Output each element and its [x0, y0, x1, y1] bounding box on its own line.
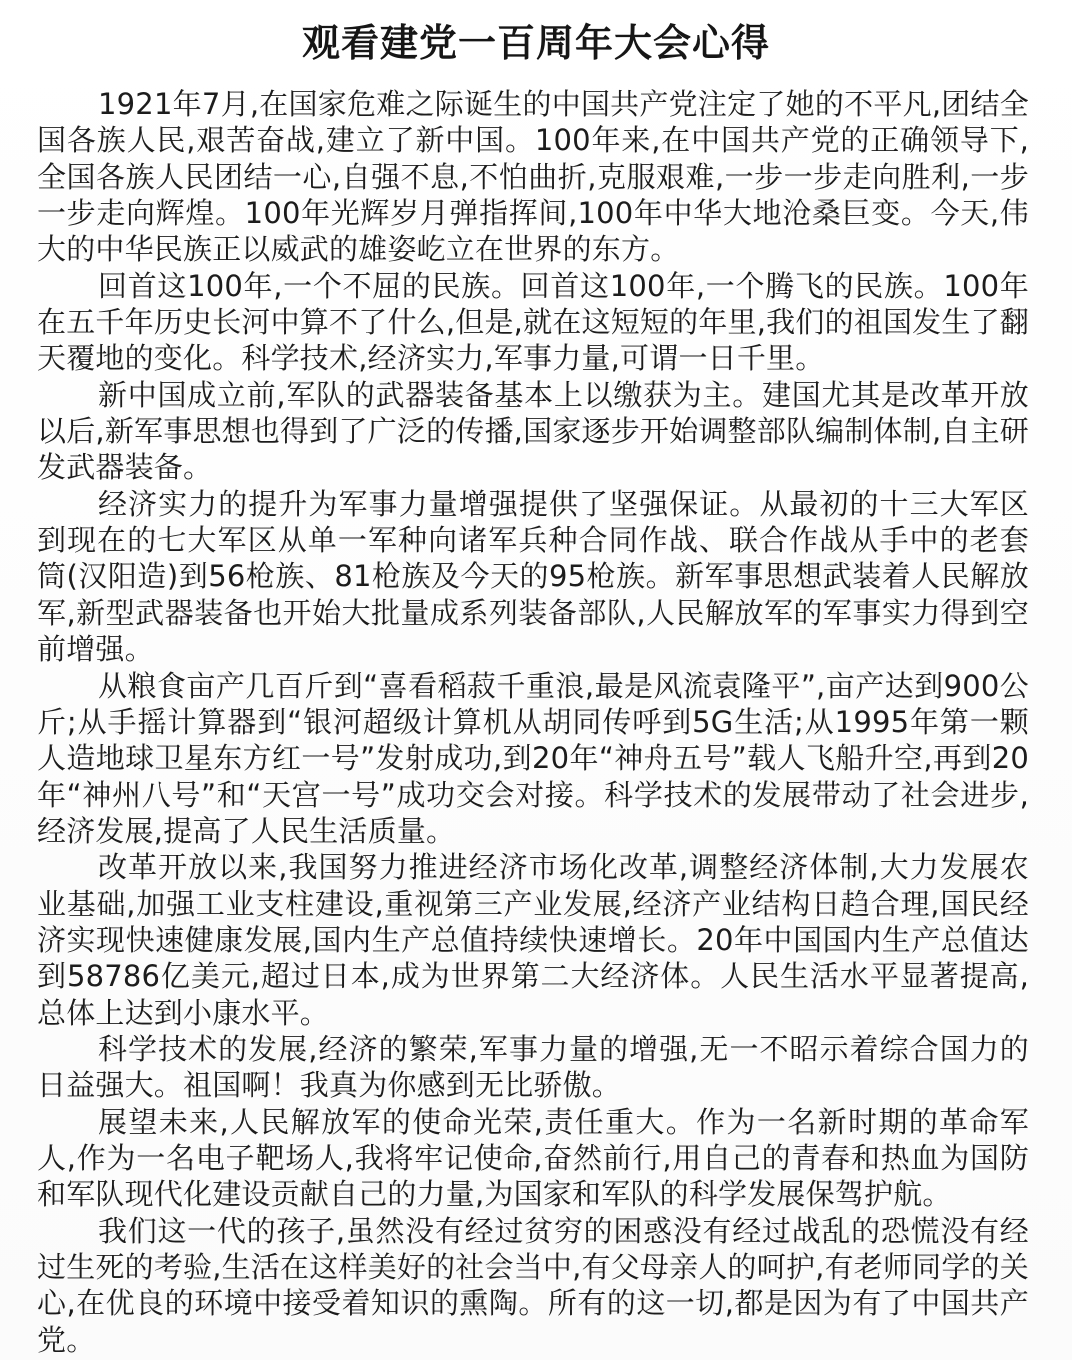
paragraph-science-tech: 从粮食亩产几百斤到“喜看稻菽千重浪,最是风流袁隆平”,亩产达到900公斤;从手摇计算器到“银河超级计算机从胡同传呼到5G生活;从1995年第一颗人造地球卫星东方红一号”发射成功,到20年“神舟五号”载人飞船升空,再到20年“神州八号”和“天宫一号”成功交会对接。科学技术的发展带动了社会进步,经济发展,提高了人民生活质量。: [37, 668, 1029, 848]
paragraph-our-generation: 我们这一代的孩子,虽然没有经过贫穷的困惑没有经过战乱的恐慌没有经过生死的考验,生活在这样美好的社会当中,有父母亲人的呵护,有老师同学的关心,在优良的环境中接受着知识的熏陶。所有的这一切,都是因为有了中国共产党。: [37, 1213, 1029, 1357]
paragraph-looking-back: 回首这100年,一个不屈的民族。回首这100年,一个腾飞的民族。100年在五千年历史长河中算不了什么,但是,就在这短短的年里,我们的祖国发生了翻天覆地的变化。科学技术,经济实力,军事力量,可谓一日千里。: [37, 268, 1029, 376]
paragraph-economic-military: 经济实力的提升为军事力量增强提供了坚强保证。从最初的十三大军区到现在的七大军区从单一军种向诸军兵种合同作战、联合作战从手中的老套筒(汉阳造)到56枪族、81枪族及今天的95枪族。新军事思想武装着人民解放军,新型武器装备也开始大批量成系列装备部队,人民解放军的军事实力得到空前增强。: [37, 486, 1029, 667]
paragraph-reform-opening: 改革开放以来,我国努力推进经济市场化改革,调整经济体制,大力发展农业基础,加强工业支柱建设,重视第三产业发展,经济产业结构日趋合理,国民经济实现快速健康发展,国内生产总值持续快速增长。20年中国国内生产总值达到58786亿美元,超过日本,成为世界第二大经济体。人民生活水平显著提高,总体上达到小康水平。: [37, 850, 1029, 1030]
paragraph-national-strength: 科学技术的发展,经济的繁荣,军事力量的增强,无一不昭示着综合国力的日益强大。祖国啊！我真为你感到无比骄傲。: [37, 1031, 1029, 1103]
document-title: 观看建党一百周年大会心得: [301, 21, 770, 65]
paragraph-military-equipment: 新中国成立前,军队的武器装备基本上以缴获为主。建国尤其是改革开放以后,新军事思想也得到了广泛的传播,国家逐步开始调整部队编制体制,自主研发武器装备。: [37, 377, 1029, 485]
paragraph-founding: 1921年7月,在国家危难之际诞生的中国共产党注定了她的不平凡,团结全国各族人民,艰苦奋战,建立了新中国。100年来,在中国共产党的正确领导下,全国各族人民团结一心,自强不息,不怕曲折,克服艰难,一步一步走向胜利,一步一步走向辉煌。100年光辉岁月弹指挥间,100年中华大地沧桑巨变。今天,伟大的中华民族正以威武的雄姿屹立在世界的东方。: [37, 87, 1029, 267]
document-body: [37, 86, 1029, 1358]
paragraph-future-mission: 展望未来,人民解放军的使命光荣,责任重大。作为一名新时期的革命军人,作为一名电子靶场人,我将牢记使命,奋然前行,用自己的青春和热血为国防和军队现代化建设贡献自己的力量,为国家和军队的科学发展保驾护航。: [37, 1104, 1029, 1212]
